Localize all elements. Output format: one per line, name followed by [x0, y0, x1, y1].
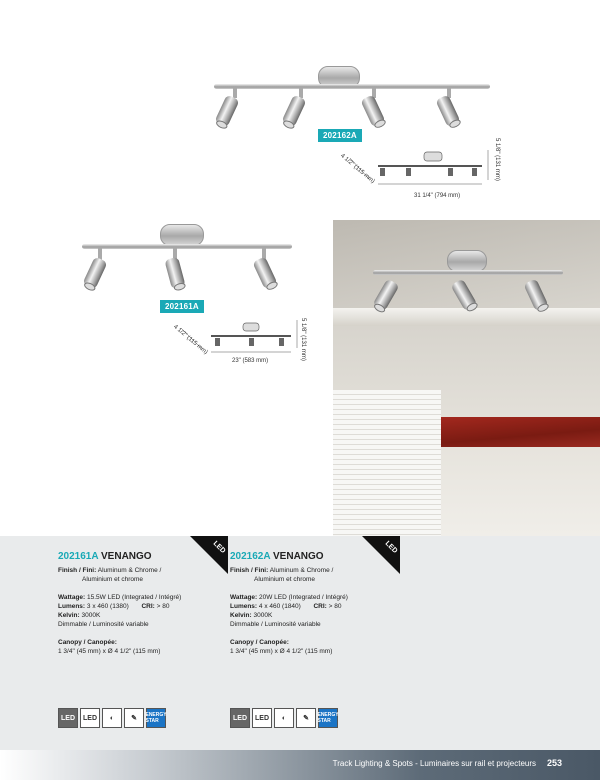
- bulb-icon: ✎: [124, 708, 144, 728]
- page-number: 253: [546, 758, 562, 768]
- product-title: 202161A VENANGO: [58, 551, 152, 562]
- dimmable-icon: ◐: [274, 708, 294, 728]
- spec-column-right: 202162A VENANGO Finish / Fini: Aluminum & Chrome / Aluminium et chrome Wattage: 20W LED (Integrated / Intégré) Lumens: 4 x 460 (1840) CRI: > 80 Kelvin: 3000K Dimmable / Luminosité variable Canopy / Canopée: 1 3/4" (45 mm) x Ø 4 1/2" (115 mm): [230, 550, 395, 656]
- width-dimension: 23" (583 mm): [232, 358, 269, 364]
- dimmable-icon: ◐: [102, 708, 122, 728]
- led-icon: LED: [230, 708, 250, 728]
- energy-star-icon: ENERGY STAR: [318, 708, 338, 728]
- spec-column-left: 202161A VENANGO Finish / Fini: Aluminum & Chrome / Aluminium et chrome Wattage: 15.5W LED (Integrated / Intégré) Lumens: 3 x 460 (1380) CRI: > 80 Kelvin: 3000K Dimmable / Luminosité variable Canopy / Canopée: 1 3/4" (45 mm) x Ø 4 1/2" (115 mm): [58, 550, 223, 656]
- depth-dimension: 4 1/2" (115 mm): [172, 324, 209, 356]
- width-dimension: 31 1/4" (794 mm): [414, 193, 461, 199]
- led-badge-right: LED: [362, 536, 400, 574]
- feature-icons-right: [230, 708, 338, 728]
- led-bulb-icon: LED: [252, 708, 272, 728]
- led-icon: LED: [58, 708, 78, 728]
- product-tag-202161A: 202161A: [160, 300, 204, 313]
- energy-star-icon: ENERGY STAR: [146, 708, 166, 728]
- bulb-icon: ✎: [296, 708, 316, 728]
- height-dimension: 5 1/8" (131 mm): [494, 138, 500, 181]
- feature-icons-left: [58, 708, 166, 728]
- led-bulb-icon: LED: [80, 708, 100, 728]
- room-photo: [333, 220, 600, 536]
- height-dimension: 5 1/8" (131 mm): [300, 318, 306, 361]
- depth-dimension: 4 1/2" (115 mm): [339, 153, 376, 185]
- footer-section-title: Track Lighting & Spots - Luminaires sur rail et projecteurs: [332, 759, 536, 768]
- product-tag-202162A: 202162A: [318, 129, 362, 142]
- product-title: 202162A VENANGO: [230, 551, 324, 562]
- led-badge-left: LED: [190, 536, 228, 574]
- page-footer: [0, 750, 600, 780]
